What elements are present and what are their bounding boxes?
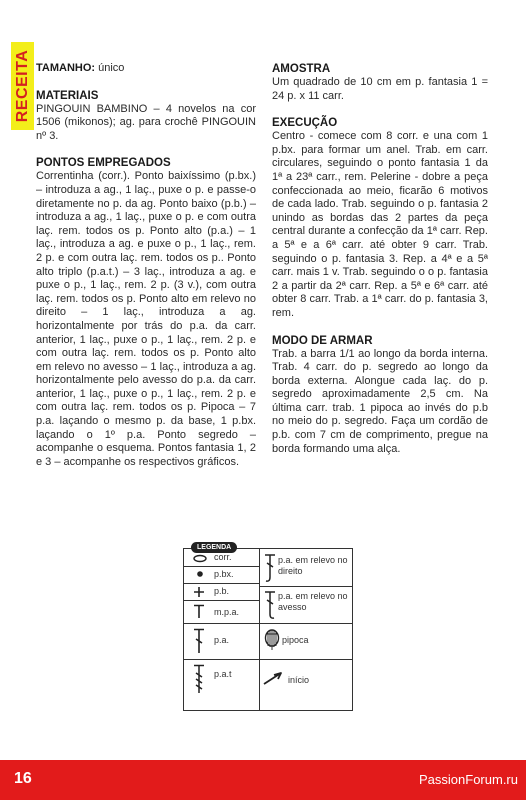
legend-divider: [184, 583, 259, 584]
legend-label-front-post: p.a. em relevo no direito: [278, 555, 348, 576]
assembly-text: Trab. a barra 1/1 ao longo da borda interna. Trab. 4 carr. do p. segredo ao longo da borda externa. Alongue cada laç. do p. segredo aproximadamente 2,5 cm. Na última carr. trab. 1 pipoca ao invés do p.b no meio do p. segredo. Faça um cordão de p.b. com 7 cm de comprimento, pregue na borda formando uma alça.: [272, 347, 488, 455]
materials-heading: MATERIAIS: [36, 89, 99, 102]
section-tab-label: RECEITA: [14, 49, 31, 123]
gauge-text: Um quadrado de 10 cm em p. fantasia 1 = 24 p. x 11 carr.: [272, 76, 488, 102]
legend-divider: [259, 623, 353, 624]
size-value: único: [95, 62, 125, 74]
legend-label-pa: p.a.: [214, 635, 230, 645]
legend-divider: [184, 659, 259, 660]
t-icon: [193, 604, 205, 619]
legend-divider: [184, 623, 259, 624]
legend-title: LEGENDA: [191, 542, 237, 553]
watermark: PassionForum.ru: [419, 772, 518, 787]
legend-label-pat: p.a.t: [214, 669, 232, 679]
stitches-heading: PONTOS EMPREGADOS: [36, 157, 171, 170]
size-line: [36, 62, 256, 76]
dot-icon: [196, 570, 204, 578]
legend-label-pb: p.b.: [214, 586, 230, 596]
legend-divider: [259, 586, 353, 587]
assembly-heading: MODO DE ARMAR: [272, 334, 373, 347]
legend-divider: [259, 659, 353, 660]
legend-label-popcorn: pipoca: [282, 635, 309, 645]
gauge-heading: AMOSTRA: [272, 63, 331, 75]
execution-heading: EXECUÇÃO: [272, 117, 338, 130]
front-post-icon: [264, 553, 276, 583]
section-tab: [11, 42, 34, 130]
left-column: [36, 62, 256, 469]
legend-label-pbx: p.bx.: [214, 569, 234, 579]
size-label: TAMANHO:: [36, 62, 96, 74]
legend-divider: [184, 600, 259, 601]
materials-text: PINGOUIN BAMBINO – 4 novelos na cor 1506 (mikonos); ag. para crochê PINGOUIN nº 3.: [36, 102, 256, 142]
page-number: 16: [14, 770, 32, 787]
back-post-icon: [264, 590, 276, 620]
plus-icon: [193, 586, 205, 598]
stitches-text: Correntinha (corr.). Ponto baixíssimo (p.bx.) – introduza a ag., 1 laç., puxe o p. e passe-o diretamente no p. da ag. Ponto baixo (p.b.) – introduza a ag., 1 laç., puxe o p. e com outra laç. rem. todos os p. Ponto alto (p.a.) – 1 laç., introduza a ag. e puxe o p., 1 laç., rem. 2 p. e com outra laç. rem. todos os p.. Ponto alto triplo (p.a.t.) – 3 laç., introduza a ag. e puxe o p., 1 laç., rem. 2 p. (3 v.), com outra laç. rem. todos os p. Ponto alto em relevo no direito – 1 laç., introduza a ag. horizontalmente por trás do p.a. da carr. anterior, 1 laç., puxe o p., 1 laç., rem. 2 p. e com outra laç. rem. todos os p. Ponto alto em relevo no avesso – 1 laç., introduza a ag. horizontalmente pelo avesso do p.a. da carr. anterior, 1 laç., puxe o p., 1 laç., rem. 2 p. e com outra laç. rem. todos os p. Pipoca – 7 p.a. laçando o mesmo p. da base, 1 p.bx. laçando o 1º p.a. Ponto segredo – acompanhe o esquema. Pontos fantasia 1, 2 e 3 – acompanhe os respectivos gráficos.: [36, 170, 256, 468]
right-column: [272, 62, 488, 456]
triple-crochet-icon: [193, 664, 205, 694]
stitch-legend: [183, 544, 353, 711]
popcorn-icon: [264, 629, 280, 651]
legend-label-mpa: m.p.a.: [214, 607, 240, 617]
start-arrow-icon: [263, 671, 283, 685]
legend-label-back-post: p.a. em relevo no avesso: [278, 591, 348, 612]
chain-oval-icon: [192, 554, 208, 563]
legend-divider: [184, 566, 259, 567]
legend-divider: [259, 549, 260, 710]
legend-label-start: início: [288, 675, 310, 685]
page-footer: [0, 760, 526, 800]
execution-text: Centro - comece com 8 corr. e una com 1 p.bx. para formar um anel. Trab. em carr. circulares, seguindo o ponto fantasia 1 da 1ª a 23ª carr., rem. Pelerine - dobre a peça confeccionada ao meio, ficarão 6 motivos de cada lado. Trab. seguindo o p. fantasia 2 unindo as bordas das 2 partes da peça central durante a confecção da 1ª carr. Rep. a 5ª e a 6ª carr. até obter 9 carr. Trab. seguindo o p. fantasia 3. Rep. a 4ª e a 5ª carr. mais 1 v. Trab. seguindo o o p. fantasia 2 a partir da 2ª carr. Rep. a 5ª e 6ª carr. até obter 8 carr. Trab. a 1ª carr. do p. fantasia 3, rem.: [272, 130, 488, 319]
double-crochet-icon: [193, 628, 205, 654]
legend-label-corr: corr.: [214, 552, 232, 562]
